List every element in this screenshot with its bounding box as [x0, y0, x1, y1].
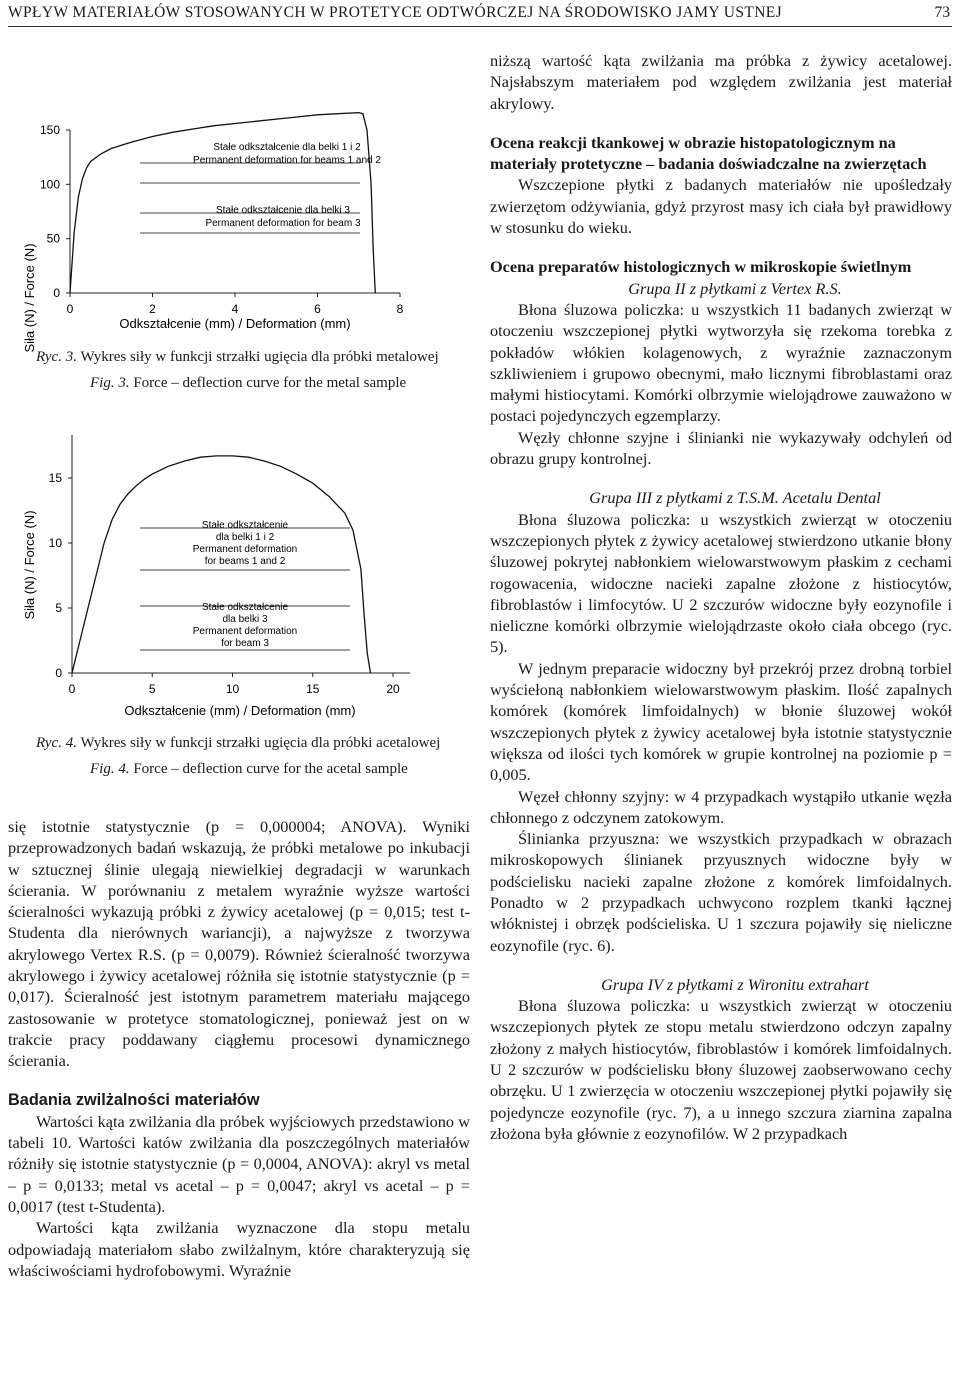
group-heading: Grupa II z płytkami z Vertex R.S. — [628, 278, 842, 298]
y-tick-label: 10 — [48, 536, 62, 550]
x-tick-label: 10 — [225, 682, 240, 696]
section-heading: Badania zwilżalności materiałów — [8, 1090, 260, 1109]
annotation-text: Permanent deformation for beams 1 and 2 — [193, 155, 381, 166]
x-tick-label: 5 — [148, 682, 156, 696]
paragraph: Wartości kąta zwilżania wyznaczone dla stopu metalu odpowiadają materiałom słabo zwilżalnym, które charakteryzują się właściwościami hydrofobowymi. Wyraźnie — [8, 1218, 470, 1280]
figure-3-caption-pl: Ryc. 3. Wykres siły w funkcji strzałki ugięcia dla próbki metalowej — [36, 349, 439, 365]
annotation-text: dla belki 1 i 2 — [215, 532, 275, 543]
y-tick-label: 50 — [46, 231, 60, 246]
running-header — [8, 2, 952, 27]
paragraph: Błona śluzowa policzka: u wszystkich zwierząt w otoczeniu wszczepionych płytek ze stopu metalu stwierdzono odczyn zapalny złożony z małych histiocytów, fibroblastów i komórek limfoidalnych. U 2 szczurów w podścielisku błony śluzowej zaobserwowano cechy obrzęku. U 1 zwierzęcia w otoczeniu wszczepionej płytki pojawiły się pojedyncze eozynofile (ryc. 7), a u innego szczura ziarnina zapalna złożona była głównie z eozynofilów. W 2 przypadkach — [490, 996, 952, 1143]
running-title: WPŁYW MATERIAŁÓW STOSOWANYCH W PROTETYCE ODTWÓRCZEJ NA ŚRODOWISKO JAMY USTNEJ — [8, 4, 783, 21]
annotation-text: for beam 3 — [221, 638, 269, 649]
section-heading: Ocena preparatów histologicznych w mikroskopie świetlnym — [490, 257, 912, 277]
group-heading: Grupa III z płytkami z T.S.M. Acetalu Dental — [589, 488, 881, 508]
annotation-text: Stałe odkształcenie — [201, 602, 289, 613]
annotation-text: Permanent deformation — [192, 626, 298, 637]
annotation-text: Permanent deformation for beam 3 — [205, 218, 361, 229]
force-deflection-curve-metal — [70, 113, 375, 293]
annotation-text: Permanent deformation — [192, 544, 298, 555]
x-tick-label: 6 — [314, 302, 321, 316]
page-number: 73 — [934, 4, 950, 21]
y-tick-label: 15 — [48, 471, 62, 485]
y-tick-label: 100 — [39, 177, 60, 192]
x-tick-label: 20 — [386, 682, 400, 696]
y-axis-label: Siła (N) / Force (N) — [22, 510, 37, 620]
annotation-text: dla belki 3 — [222, 614, 268, 625]
paragraph: Węzły chłonne szyjne i ślinianki nie wykazywały odchyleń od obrazu grupy kontrolnej. — [490, 427, 952, 469]
paragraph: Ślinianka przyuszna: we wszystkich przypadkach w obrazach mikroskopowych ślinianek przyusznych widoczne były w podścielisku nacieki zapalne złożone z komórek limfoidalnych. Ponadto w 2 przypadkach uchwycono rozplem tkanki łącznej włóknistej i obrzęk podścieliska. U 1 szczura pojawiły się nieliczne eozynofile (ryc. 6). — [490, 829, 952, 955]
y-tick-label: 5 — [55, 601, 62, 615]
x-tick-label: 4 — [231, 302, 239, 316]
figure-4-caption-en: Fig. 4. Force – deflection curve for the acetal sample — [90, 761, 408, 777]
figure-4-caption-pl: Ryc. 4. Wykres siły w funkcji strzałki ugięcia dla próbki acetalowej — [36, 735, 441, 751]
left-column-text — [8, 816, 470, 1281]
annotation-text: Stałe odkształcenie dla belki 1 i 2 — [213, 142, 361, 153]
x-tick-label: 15 — [306, 682, 320, 696]
x-tick-label: 8 — [396, 302, 404, 316]
paragraph: Wszczepione płytki z badanych materiałów nie upośledzały zwierzętom odżywiania, gdyż przyrost masy ich ciała był prawidłowy w stosunku do wieku. — [490, 175, 952, 238]
x-tick-label: 2 — [149, 302, 156, 316]
figure-4-chart — [0, 410, 480, 735]
figure-3-caption-en: Fig. 3. Force – deflection curve for the metal sample — [90, 375, 407, 391]
paragraph: W jednym preparacie widoczny był przekrój przez drobną torbiel wyściełoną nabłonkiem wielowarstwowym płaskim. Ilość zapalnych komórek (komórek limfoidalnych) w błonie śluzowej wokół wszczepionych płytek z żywicy acetalowej była istotnie statystycznie większa od ilości tych komórek w grupie kontrolnej na poziomie p = 0,005. — [490, 658, 952, 785]
y-axis-label: Siła (N) / Force (N) — [22, 243, 37, 353]
paragraph: Błona śluzowa policzka: u wszystkich zwierząt w otoczeniu wszczepionych płytek z żywicy acetalowej stwierdzono utkanie błony śluzowej pokrytej nabłonkiem wielowarstwowym płaskim z cechami rogowacenia, widoczne nacieki zapalne złożone z histiocytów, fibroblastów i limfocytów. U 2 szczurów widoczne były eozynofile i nieliczne komórki olbrzymie wielojądrzaste około ciała obcego (ryc. 5). — [490, 509, 952, 657]
section-heading: Ocena reakcji tkankowej w obrazie histopatologicznym na materiały protetyczne – badania doświadczalne na zwierzętach — [490, 132, 927, 174]
paragraph: Wartości kąta zwilżania dla próbek wyjściowych przedstawiono w tabeli 10. Wartości katów zwilżania dla poszczególnych materiałów różniły się istotnie statystycznie (p = 0,0004, ANOVA): akryl vs metal – p = 0,0133; metal vs acetal – p = 0,0047; akryl vs acetal – p = 0,0017 (test t-Studenta). — [8, 1111, 470, 1217]
annotation-text: Stałe odkształcenie dla belki 3 — [216, 205, 350, 216]
figure-3-chart — [0, 108, 480, 453]
x-tick-label: 0 — [66, 302, 74, 316]
y-tick-label: 0 — [55, 666, 62, 680]
x-axis-label: Odkształcenie (mm) / Deformation (mm) — [124, 703, 356, 718]
annotation-text: Stałe odkształcenie — [201, 520, 289, 531]
paragraph: się istotnie statystycznie (p = 0,000004; ANOVA). Wyniki przeprowadzonych badań wskazują, że próbki metalowe po inkubacji w sztucznej ślinie ulegają niewielkiej degradacji w warunkach ścierania. W porównaniu z metalem wyraźnie wyższe wartości ścieralności wykazują próbki z żywicy acetalowej (p = 0,015; test t-Studenta dla nierównych wariancji), a najwyższe z tworzywa akrylowego Vertex R.S. (p = 0,0079). Również ścieralność tworzywa akrylowego i żywicy acetalowej różniła się istotnie statystycznie (p = 0,017). Ścieralność jest istotnym parametrem materiału mającego zastosowanie w protetyce stomatologicznej, ponieważ jest on w trakcie pracy poddawany ciągłemu procesowi dynamicznego ścierania. — [8, 817, 470, 1071]
x-tick-label: 0 — [68, 682, 76, 696]
y-tick-label: 150 — [39, 123, 60, 137]
paragraph: Błona śluzowa policzka: u wszystkich 11 badanych zwierząt w otoczeniu wszczepionej płytki wytworzyła się rzekoma torebka z pokładów włókien kolagenowych, z wyraźnie zaznaczonym szkliwieniem i grupowo obecnymi, mało licznymi fibroblastami oraz małymi histiocytami. Komórki olbrzymie wielojądrowe zauważono w postaci pojedynczych egzemplarzy. — [490, 299, 952, 426]
paragraph: niższą wartość kąta zwilżania ma próbka z żywicy acetalowej. Najsłabszym materiałem pod względem zwilżania jest materiał akrylowy. — [490, 51, 952, 113]
annotation-text: for beams 1 and 2 — [204, 556, 286, 567]
paragraph: Węzeł chłonny szyjny: w 4 przypadkach wystąpiło utkanie węzła chłonnego z odczynem zatokowym. — [490, 786, 952, 827]
x-axis-label: Odkształcenie (mm) / Deformation (mm) — [119, 316, 351, 331]
group-heading: Grupa IV z płytkami z Wironitu extrahart — [601, 974, 869, 994]
y-tick-label: 0 — [53, 286, 60, 300]
right-column-text — [490, 50, 952, 1144]
